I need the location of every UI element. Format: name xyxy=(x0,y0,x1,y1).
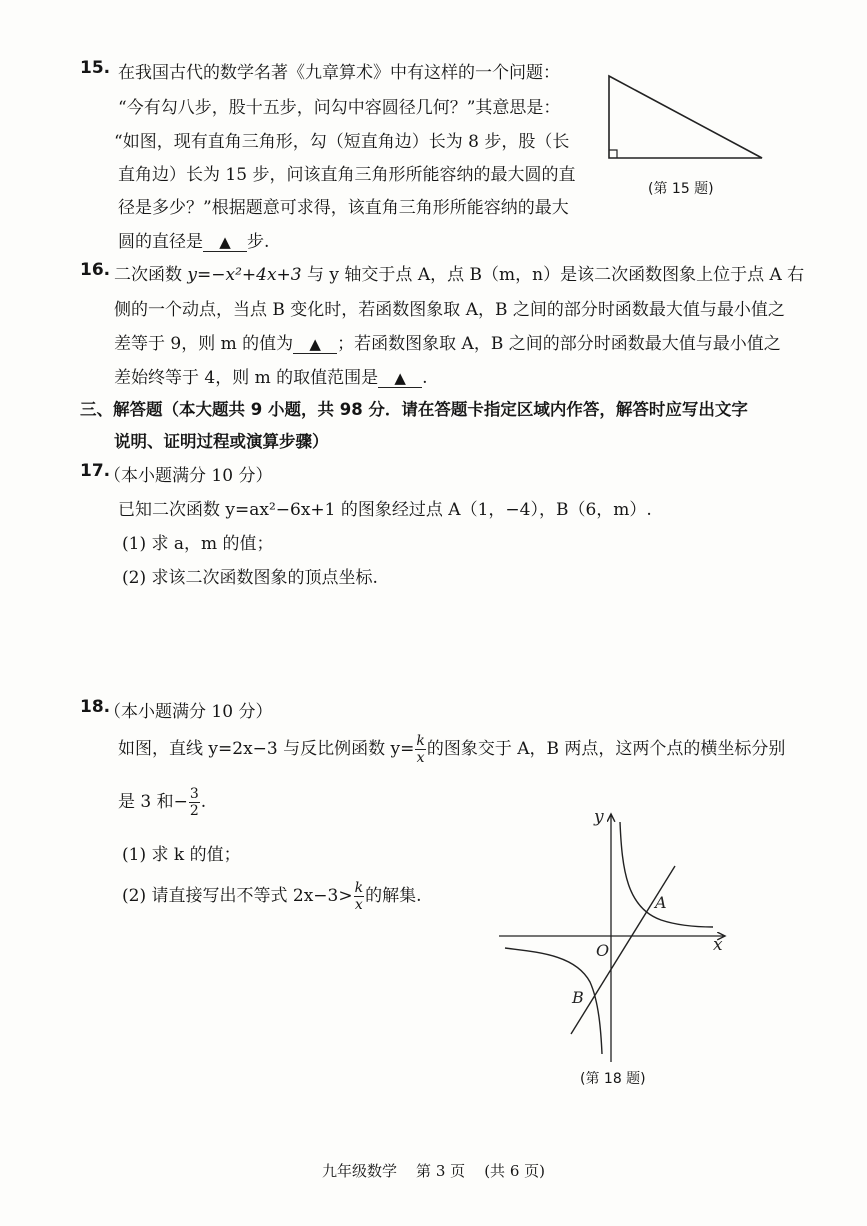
q18-stem-b: 的图象交于 A，B 两点，这两个点的横坐标分别 xyxy=(426,739,786,759)
q15-figure-right-triangle xyxy=(600,68,770,164)
q18-figure-caption: (第 18 题) xyxy=(580,1071,646,1087)
q18-hyperbola-branch-lower xyxy=(505,948,602,1054)
q16-line1 xyxy=(114,260,804,285)
q18-fraction-3-over-2: $\frac{3}{2}$ xyxy=(189,786,199,819)
q18-part2 xyxy=(122,880,422,913)
q16-line3-post: ；若函数图象取 A，B 之间的部分时函数最大值与最小值之 xyxy=(337,334,781,354)
q18-part2-fraction: $\frac{k}{x}$ xyxy=(354,880,364,913)
q18-header: （本小题满分 10 分） xyxy=(104,702,273,722)
q16-answer-blank2: ▲ xyxy=(378,370,422,388)
q17-part2: (2) 求该二次函数图象的顶点坐标. xyxy=(122,568,378,588)
q17-number: 17. xyxy=(80,461,111,481)
q15-line5: 径是多少？”根据题意可求得，该直角三角形所能容纳的最大 xyxy=(118,198,569,218)
q15-line6-post: 步. xyxy=(247,232,270,252)
section3-heading-line2: 说明、证明过程或演算步骤） xyxy=(114,432,329,451)
q16-line4-post: . xyxy=(422,368,428,388)
q16-line1-b: 与 y 轴交于点 A，点 B（m，n）是该二次函数图象上位于点 A 右 xyxy=(301,265,805,285)
q16-line1-a: 二次函数 xyxy=(114,265,188,285)
page-footer: 九年级数学 第 3 页 (共 6 页) xyxy=(321,1162,545,1180)
q18-line2 xyxy=(118,786,206,819)
q17-part1: (1) 求 a，m 的值； xyxy=(122,534,274,554)
q18-line2-pre: 是 3 和− xyxy=(118,792,188,812)
q16-line2: 侧的一个动点，当点 B 变化时，若函数图象取 A，B 之间的部分时函数最大值与最小值之 xyxy=(114,300,785,320)
q16-number: 16. xyxy=(80,260,111,280)
q17-stem: 已知二次函数 y=ax²−6x+1 的图象经过点 A（1，−4），B（6，m）. xyxy=(118,500,652,520)
q15-answer-blank: ▲ xyxy=(203,234,247,252)
q18-part2-post: 的解集. xyxy=(365,886,422,906)
q17-header: （本小题满分 10 分） xyxy=(104,466,273,486)
q16-line4-pre: 差始终等于 4，则 m 的取值范围是 xyxy=(114,368,379,388)
q18-stem-a: 如图，直线 y=2x−3 与反比例函数 y= xyxy=(118,739,415,759)
q18-figure-graph xyxy=(495,800,735,1070)
q18-stem xyxy=(118,733,785,766)
q15-line6 xyxy=(118,227,269,252)
q18-part2-pre: (2) 请直接写出不等式 2x−3> xyxy=(122,886,353,906)
q18-label-y: y xyxy=(594,807,604,827)
q18-line xyxy=(571,866,675,1034)
q15-number: 15. xyxy=(80,58,111,78)
q18-label-x: x xyxy=(713,935,723,955)
q15-line1: 在我国古代的数学名著《九章算术》中有这样的一个问题： xyxy=(118,63,560,83)
q15-line2: “今有勾八步，股十五步，问勾中容圆径几何？”其意思是： xyxy=(118,98,561,118)
q18-part1: (1) 求 k 的值； xyxy=(122,845,241,865)
q16-line4 xyxy=(114,363,428,388)
q15-line4: 直角边）长为 15 步，问该直角三角形所能容纳的最大圆的直 xyxy=(118,165,576,185)
q15-line6-pre: 圆的直径是 xyxy=(118,232,203,252)
q18-fraction-k-over-x: $\frac{k}{x}$ xyxy=(416,733,425,766)
q18-label-origin: O xyxy=(596,941,610,960)
q16-answer-blank1: ▲ xyxy=(293,336,337,354)
q18-line2-post: . xyxy=(200,792,207,812)
q16-line3-pre: 差等于 9，则 m 的值为 xyxy=(114,334,294,354)
q16-line3 xyxy=(114,329,781,354)
q15-figure-caption: (第 15 题) xyxy=(648,181,714,197)
q18-number: 18. xyxy=(80,697,111,717)
q15-line3: “如图，现有直角三角形，勾（短直角边）长为 8 步，股（长 xyxy=(114,132,570,152)
section3-heading-line1: 三、解答题（本大题共 9 小题，共 98 分．请在答题卡指定区域内作答，解答时应写出文字 xyxy=(80,400,748,419)
q18-label-point-b: B xyxy=(572,988,584,1007)
q16-function: y=−x²+4x+3 xyxy=(187,265,302,285)
q18-label-point-a: A xyxy=(655,893,667,912)
